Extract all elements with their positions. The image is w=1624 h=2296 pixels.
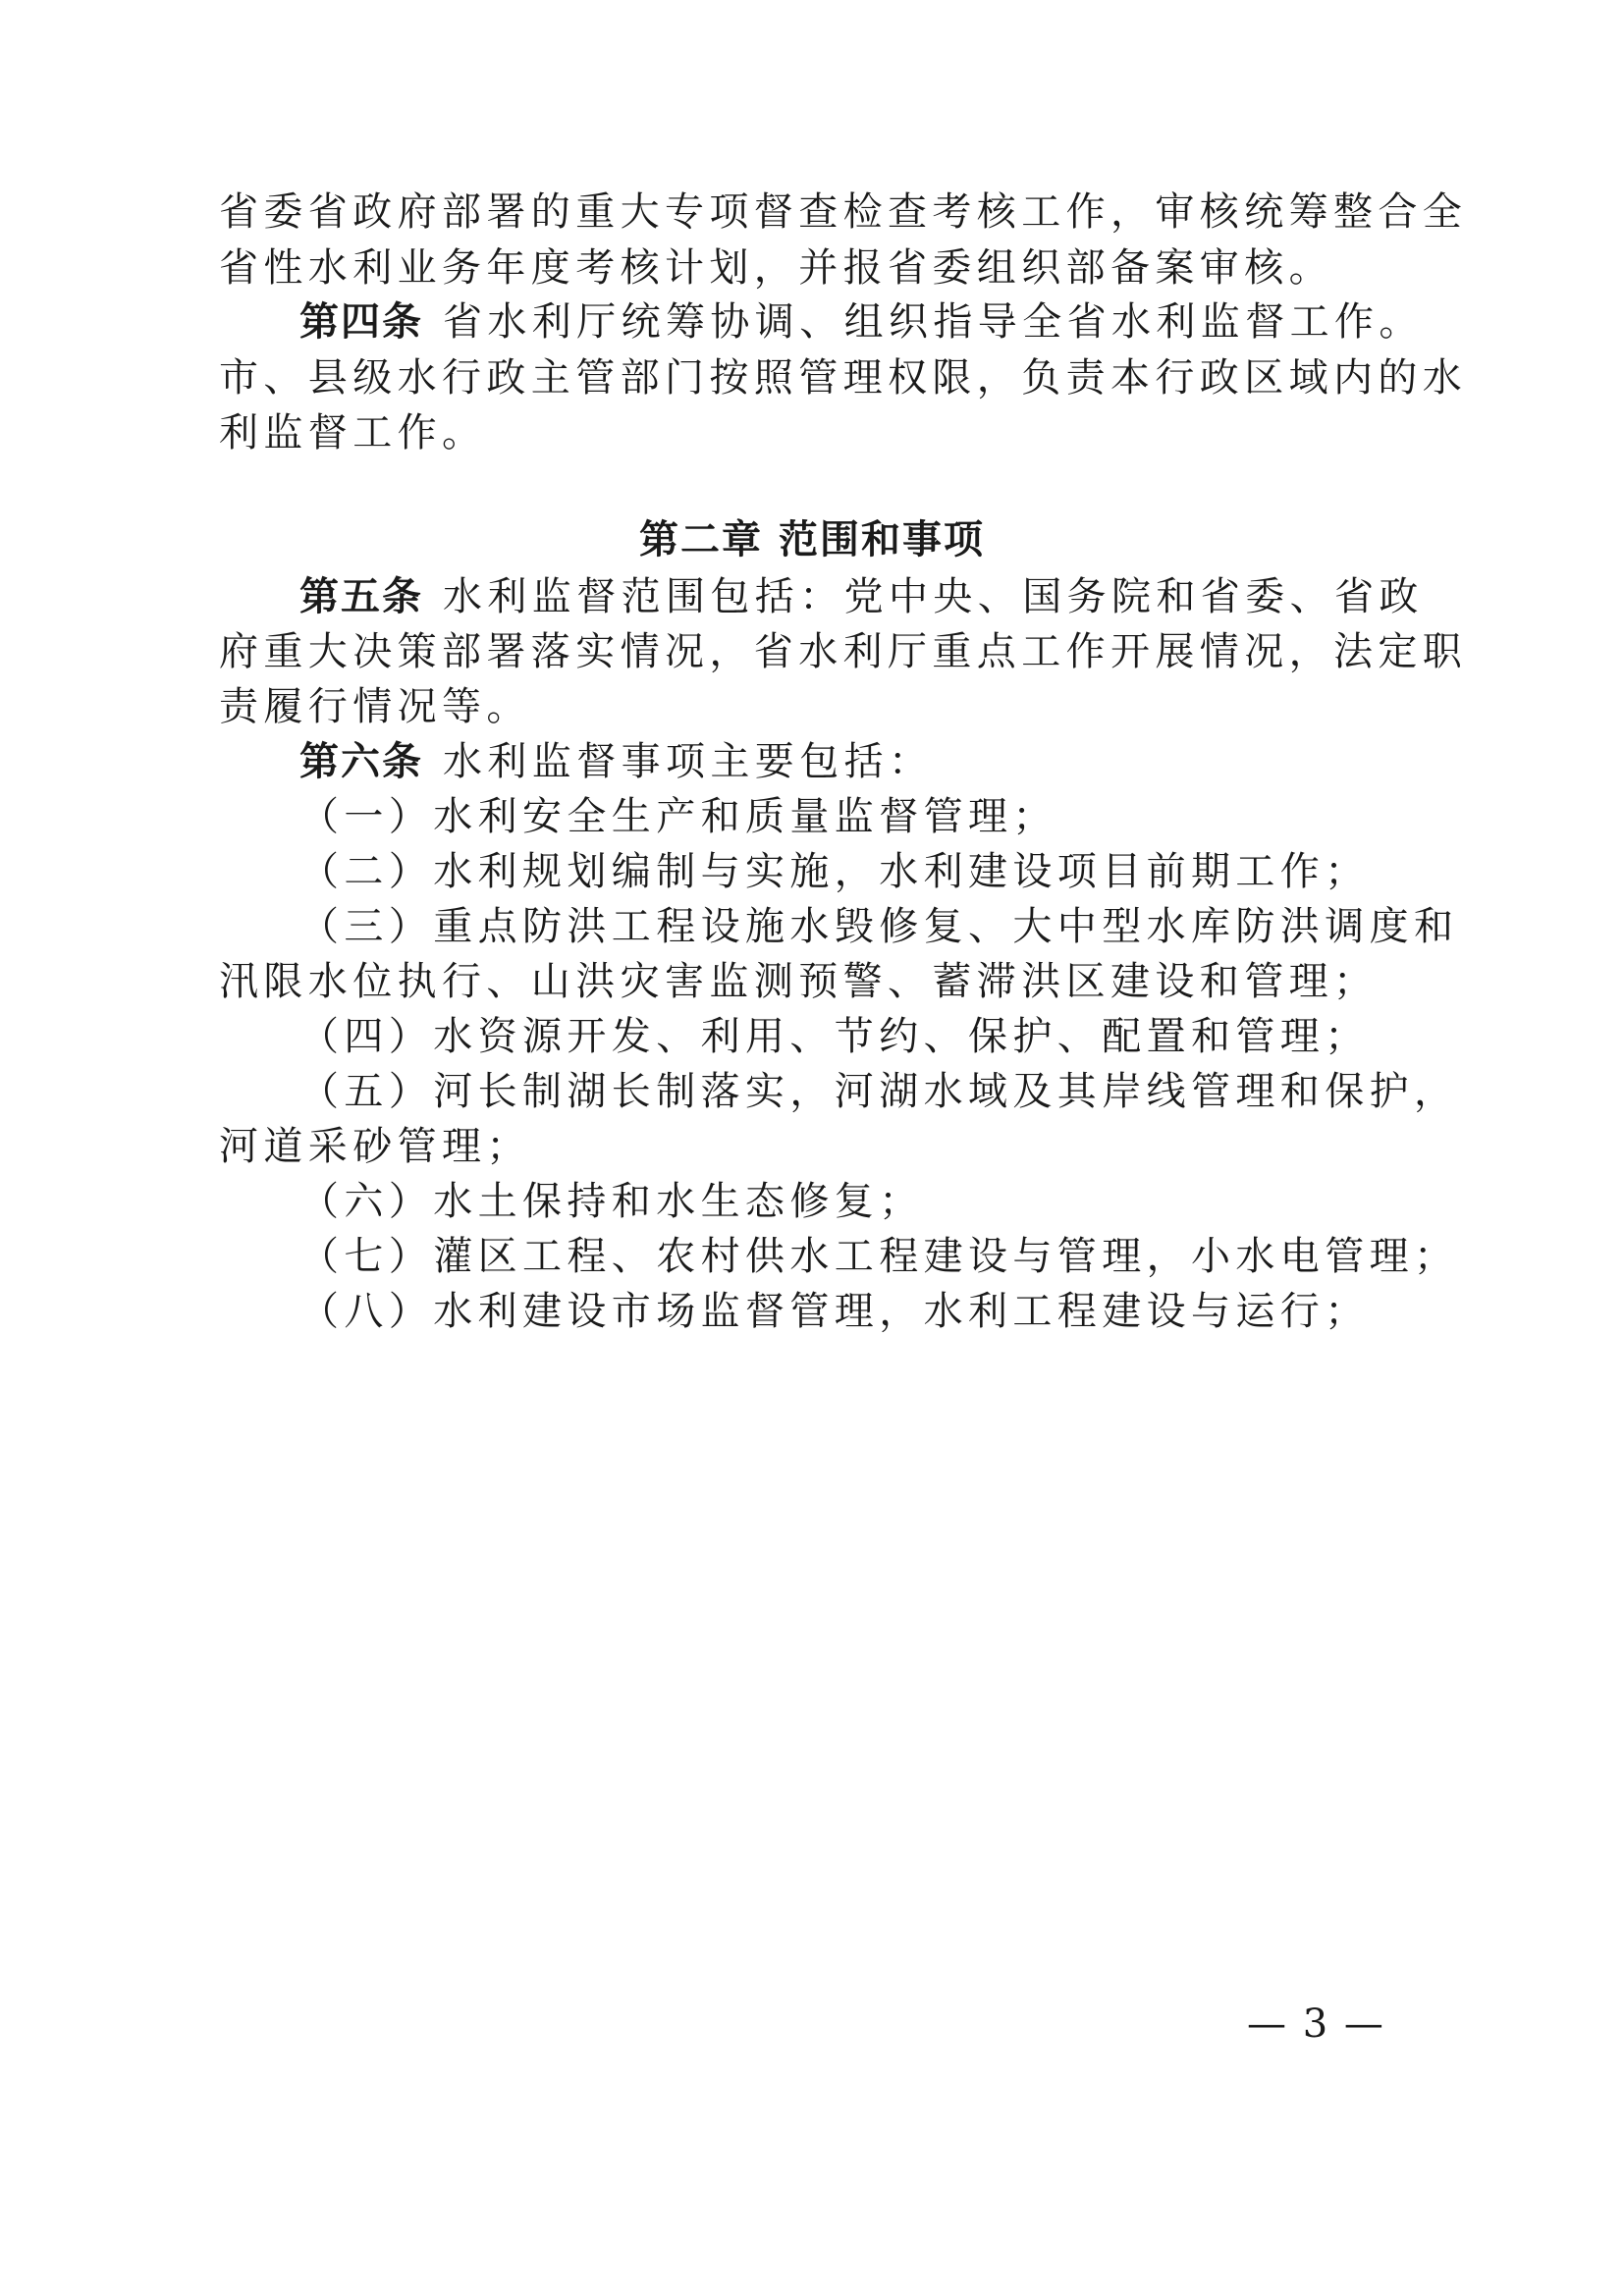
list-item: （一）水利安全生产和质量监督管理； — [299, 794, 1057, 839]
line-text: 责履行情况等。 — [219, 684, 531, 729]
list-item: （三）重点防洪工程设施水毁修复、大中型水库防洪调度和 — [299, 904, 1459, 949]
line-text: 市、县级水行政主管部门按照管理权限，负责本行政区域内的水 — [219, 355, 1468, 400]
text-line — [219, 624, 1468, 679]
line-text: 利监督工作。 — [219, 410, 487, 455]
article-label: 第五条 — [299, 574, 423, 619]
chapter-heading: 第二章 范围和事项 — [639, 517, 985, 562]
article-5-line — [299, 569, 1424, 624]
list-item: （八）水利建设市场监督管理，水利工程建设与运行； — [299, 1289, 1370, 1334]
text-line — [219, 185, 1468, 240]
article-4-line — [299, 294, 1424, 349]
list-item-continuation: 河道采砂管理； — [219, 1124, 531, 1169]
list-item: （七）灌区工程、农村供水工程建设与管理，小水电管理； — [299, 1234, 1459, 1279]
page-number: — 3 — — [1247, 2002, 1385, 2047]
list-item-continuation: 汛限水位执行、山洪灾害监测预警、蓄滞洪区建设和管理； — [219, 959, 1379, 1004]
list-item: （六）水土保持和水生态修复； — [299, 1179, 924, 1224]
line-text: 水利监督范围包括：党中央、国务院和省委、省政 — [443, 574, 1424, 619]
article-label: 第六条 — [299, 739, 423, 784]
line-text: 水利监督事项主要包括： — [443, 739, 934, 784]
line-text: 府重大决策部署落实情况，省水利厅重点工作开展情况，法定职 — [219, 629, 1468, 674]
text-line — [219, 405, 1413, 460]
list-item: （二）水利规划编制与实施，水利建设项目前期工作； — [299, 849, 1370, 894]
line-text: 省委省政府部署的重大专项督查检查考核工作，审核统筹整合全 — [219, 189, 1468, 235]
list-item: （四）水资源开发、利用、节约、保护、配置和管理； — [299, 1014, 1370, 1059]
article-6-line — [299, 734, 1413, 789]
article-label: 第四条 — [299, 299, 423, 345]
line-text: 省水利厅统筹协调、组织指导全省水利监督工作。 — [443, 299, 1424, 345]
text-line — [219, 240, 1413, 295]
text-line — [219, 679, 1413, 734]
text-line — [219, 350, 1468, 405]
list-item: （五）河长制湖长制落实，河湖水域及其岸线管理和保护， — [299, 1069, 1459, 1114]
line-text: 省性水利业务年度考核计划，并报省委组织部备案审核。 — [219, 245, 1333, 291]
